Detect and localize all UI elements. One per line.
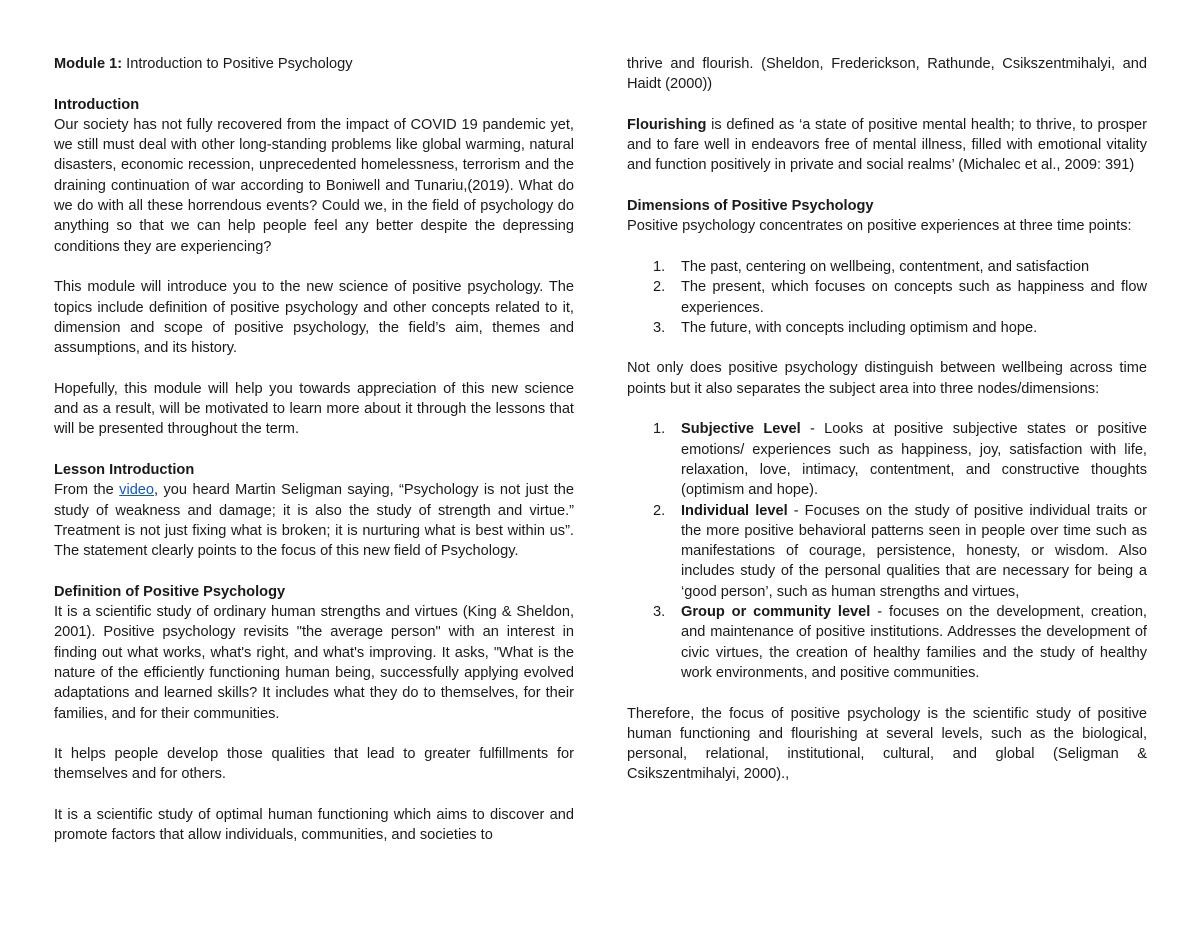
dimensions-heading: Dimensions of Positive Psychology — [627, 198, 874, 215]
list-item: 3. The future, with concepts including optimism and hope. — [653, 319, 1038, 336]
flourishing-paragraph: Flourishing is defined as ‘a state of positive mental health; to thrive, to prosper and to fare well in endeavors free of mental illness, filled with emotional vitality and function positively in private and social realms’ (Michalec et al., 2009: 391) — [627, 116, 1147, 174]
definition-heading: Definition of Positive Psychology — [54, 583, 286, 600]
list-item: 3. Group or community level - focuses on the development, creation, and maintenance of positive institutions. Addresses the development of civic virtues, the creation of healthy families and the study of healthy work environments, and positive communities. — [653, 604, 1147, 681]
module-label: Module 1: — [54, 56, 123, 72]
list-item: 2. Individual level - Focuses on the study of positive individual traits or the more positive behavioral patterns seen in people over time such as manifestations of courage, persistence, honesty, or wisdom. Also includes study of the personal qualities that are necessary for being a ‘good person’, such as human strengths and virtues, — [653, 502, 1148, 600]
list-item: 2. The present, which focuses on concepts such as happiness and flow experiences. — [653, 279, 1147, 316]
nodes-intro: Not only does positive psychology distinguish between wellbeing across time points but it also separates the subject area into three nodes/dimensions: — [627, 360, 1147, 397]
module-title — [54, 54, 574, 74]
nodes-list — [627, 419, 1147, 683]
module-title-text: Introduction to Positive Psychology — [122, 56, 353, 72]
time-points-list — [627, 257, 1147, 338]
definition-paragraph-2: It helps people develop those qualities that lead to greater fulfillments for themselves and for others. — [54, 746, 574, 783]
continuation-paragraph: thrive and flourish. (Sheldon, Frederickson, Rathunde, Csikszentmihalyi, and Haidt (2000)) — [627, 56, 1147, 93]
intro-paragraph-1: Our society has not fully recovered from the impact of COVID 19 pandemic yet, we still must deal with other long-standing problems like global warming, natural disasters, economic recession, unprecedented homelessness, terrorism and the draining continuation of war according to Boniwell and Tunariu,(2019). What do we do with all these horrendous events? Could we, in the field of psychology do anything so that we can help people feel any better despite the depressing conditions they are experiencing? — [54, 116, 574, 255]
flourishing-term: Flourishing — [627, 116, 707, 133]
intro-heading: Introduction — [54, 96, 140, 113]
dimensions-intro: Positive psychology concentrates on positive experiences at three time points: — [627, 218, 1132, 235]
left-column — [54, 54, 574, 846]
list-item: 1. Subjective Level - Looks at positive subjective states or positive emotions/ experiences such as happiness, joy, satisfaction with life, relaxation, love, intimacy, contentment, and constructive thoughts (optimism and hope). — [653, 421, 1148, 499]
intro-paragraph-3: Hopefully, this module will help you towards appreciation of this new science and as a result, will be motivated to learn more about it through the lessons that will be presented throughout the term. — [54, 380, 574, 438]
definition-paragraph-3: It is a scientific study of optimal human functioning which aims to discover and promote factors that allow individuals, communities, and societies to — [54, 806, 574, 844]
lesson-paragraph: From the video, you heard Martin Seligman saying, “Psychology is not just the study of weakness and damage; it is also the study of strength and virtue.” Treatment is not just fixing what is broken; it is nurturing what is best within us”. The statement clearly points to the focus of this new field of Psychology. — [54, 482, 574, 560]
intro-paragraph-2: This module will introduce you to the new science of positive psychology. The topics include definition of positive psychology and other concepts related to it, dimension and scope of positive psychology, the field’s aim, themes and assumptions, and its history. — [54, 279, 574, 357]
video-link[interactable]: video — [119, 482, 155, 499]
right-column — [627, 54, 1147, 785]
list-item: 1. The past, centering on wellbeing, contentment, and satisfaction — [653, 258, 1090, 275]
definition-paragraph-1: It is a scientific study of ordinary human strengths and virtues (King & Sheldon, 2001). Positive psychology revisits "the average person" with an interest in finding out what works, what's right, and what's improving. It asks, "What is the nature of the efficiently functioning human being, successfully applying evolved adaptations and learned skills? It includes what they do to themselves, for their families, and for their communities. — [54, 604, 574, 722]
conclusion-paragraph: Therefore, the focus of positive psychology is the scientific study of positive human functioning and flourishing at several levels, such as the biological, personal, relational, institutional, cultural, and global (Seligman & Csikszentmihalyi, 2000)., — [627, 705, 1147, 783]
lesson-heading: Lesson Introduction — [54, 461, 195, 478]
